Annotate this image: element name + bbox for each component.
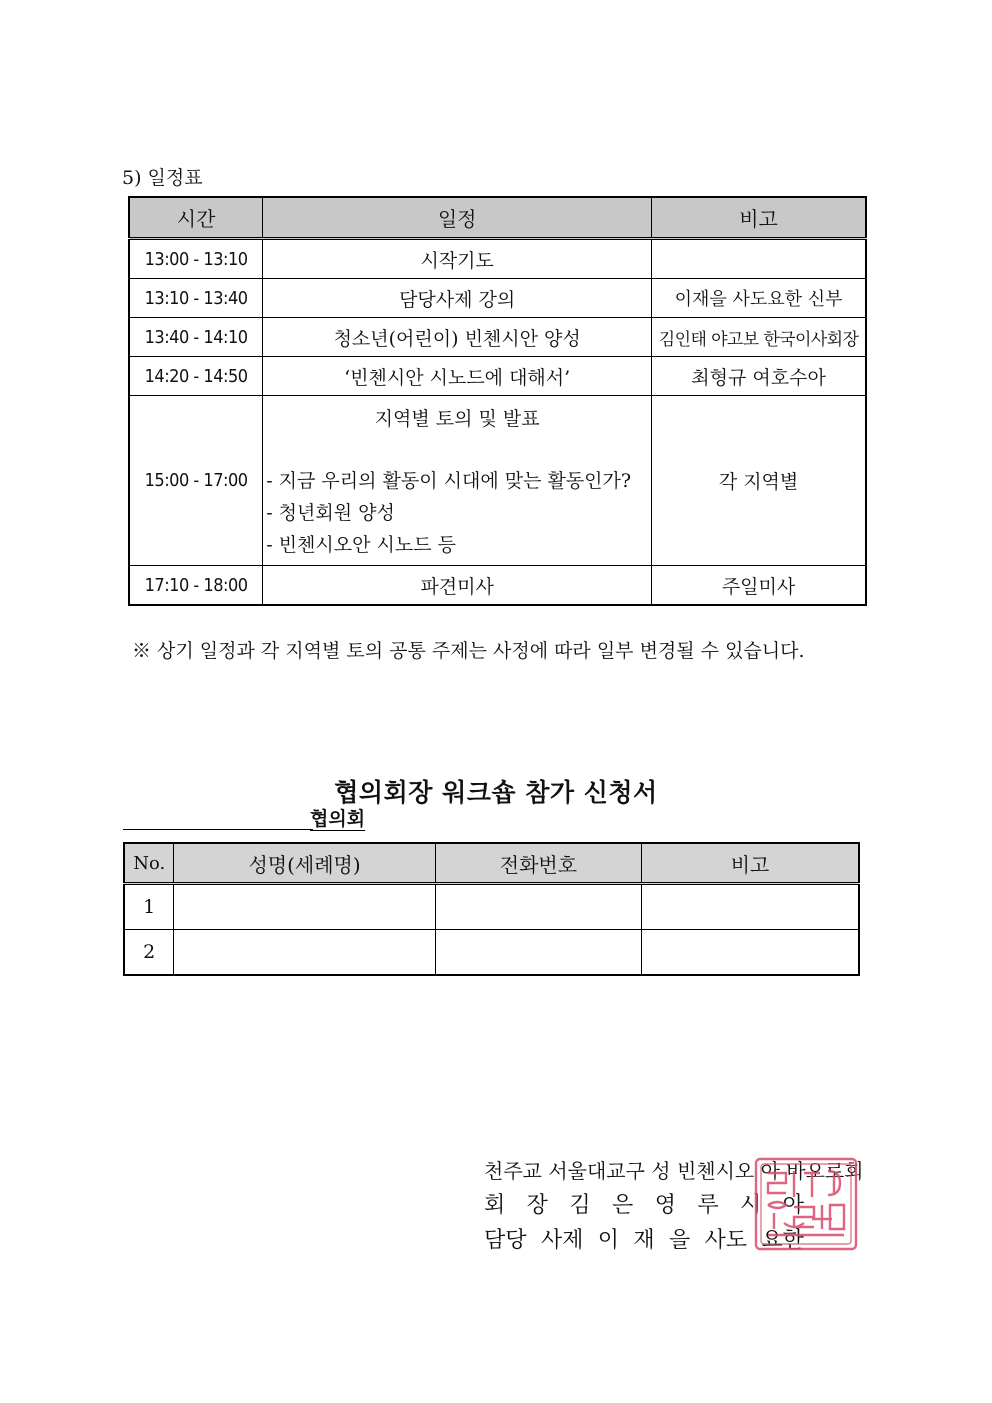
form-row [124, 884, 859, 930]
schedule-row-discussion [129, 396, 866, 566]
sign-char: 회 [484, 1193, 506, 1218]
sign-word: 요한 [761, 1228, 804, 1253]
sign-word: 사제 [540, 1228, 584, 1253]
sign-char: 아 [782, 1193, 804, 1218]
header-program: 일정 [263, 197, 652, 239]
row-program: ‘빈첸시안 시노드에 대해서’ [263, 357, 652, 396]
schedule-row [129, 357, 866, 396]
sign-word: 사도 [704, 1228, 748, 1253]
official-seal-icon [754, 1157, 858, 1251]
sign-word: 이 [597, 1228, 619, 1253]
sign-char: 시 [740, 1193, 762, 1218]
header-time: 시간 [129, 197, 263, 239]
row-program: 청소년(어린이) 빈첸시안 양성 [263, 318, 652, 357]
sign-char: 영 [654, 1193, 676, 1218]
signature-organization: 천주교 서울대교구 성 빈첸시오 아 바오로회 [484, 1159, 864, 1183]
row-program: 파견미사 [263, 566, 652, 606]
application-form-table [123, 842, 860, 976]
sign-word: 을 [668, 1228, 691, 1253]
form-header-row [124, 843, 859, 884]
row-note: 주일미사 [652, 566, 866, 606]
row-time: 14:20 - 14:50 [129, 357, 263, 396]
row-note: 이재을 사도요한 신부 [652, 279, 866, 318]
row-time: 15:00 - 17:00 [129, 396, 263, 566]
schedule-title: 5) 일정표 [122, 167, 203, 189]
row-program: 시작기도 [263, 239, 652, 279]
phone-cell[interactable] [435, 884, 641, 930]
sign-word: 담당 [484, 1228, 527, 1253]
org-name-blank[interactable] [123, 829, 313, 830]
form-row [124, 930, 859, 976]
discussion-item: - 빈첸시오안 시노드 등 [266, 534, 456, 556]
schedule-row [129, 279, 866, 318]
sign-char: 은 [612, 1193, 634, 1218]
sign-word: 재 [633, 1228, 655, 1253]
header-name: 성명(세례명) [174, 843, 435, 884]
discussion-item: - 지금 우리의 활동이 시대에 맞는 활동인가? [266, 470, 632, 492]
header-number: No. [124, 843, 174, 884]
row-number: 2 [124, 930, 174, 976]
row-note [652, 239, 866, 279]
name-cell[interactable] [174, 884, 435, 930]
row-note: 각 지역별 [652, 396, 866, 566]
row-time: 13:00 - 13:10 [129, 239, 263, 279]
row-time: 17:10 - 18:00 [129, 566, 263, 606]
sign-char: 김 [569, 1193, 591, 1218]
row-note: 최형규 여호수아 [652, 357, 866, 396]
phone-cell[interactable] [435, 930, 641, 976]
row-time: 13:10 - 13:40 [129, 279, 263, 318]
row-program-discussion [263, 396, 652, 566]
schedule-row [129, 318, 866, 357]
sign-char: 루 [697, 1193, 719, 1218]
row-number: 1 [124, 884, 174, 930]
header-note: 비고 [652, 197, 866, 239]
schedule-row [129, 566, 866, 606]
header-remarks: 비고 [642, 843, 859, 884]
schedule-table [128, 196, 867, 606]
row-note: 김인태 야고보 한국이사회장 [652, 318, 866, 357]
sign-char: 장 [526, 1193, 548, 1218]
schedule-notice: ※ 상기 일정과 각 지역별 토의 공통 주제는 사정에 따라 일부 변경될 수 있습니다. [132, 640, 805, 662]
schedule-header-row [129, 197, 866, 239]
discussion-item: - 청년회원 양성 [266, 502, 395, 524]
form-title: 협의회장 워크숍 참가 신청서 [334, 778, 658, 807]
row-time: 13:40 - 14:10 [129, 318, 263, 357]
discussion-topic: 지역별 토의 및 발표 [374, 408, 540, 430]
header-phone: 전화번호 [435, 843, 641, 884]
remarks-cell[interactable] [642, 930, 859, 976]
row-program: 담당사제 강의 [263, 279, 652, 318]
schedule-row [129, 239, 866, 279]
remarks-cell[interactable] [642, 884, 859, 930]
org-label: 협의회 [310, 808, 366, 830]
name-cell[interactable] [174, 930, 435, 976]
